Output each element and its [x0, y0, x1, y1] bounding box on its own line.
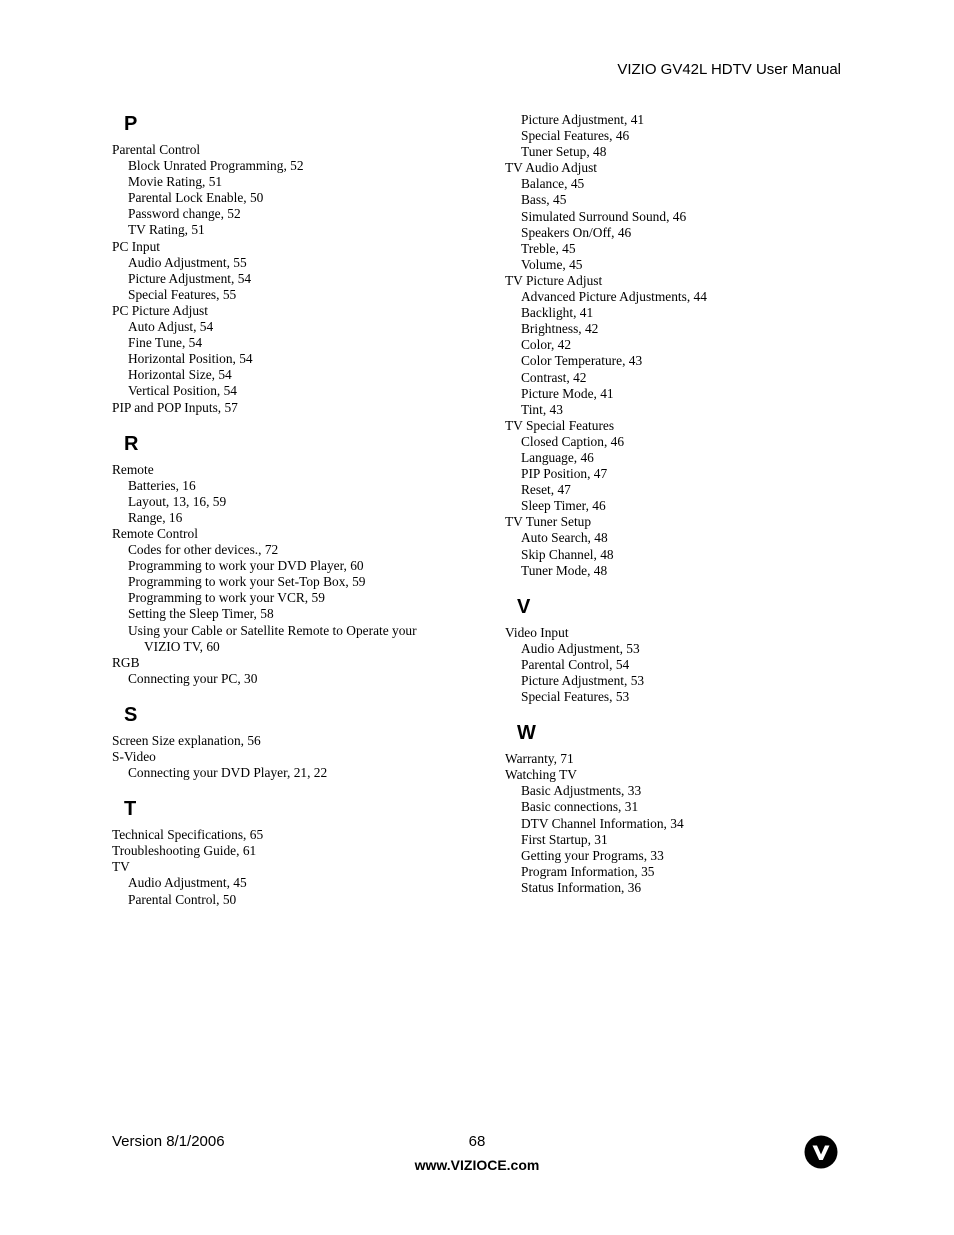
index-subentry: Balance, 45 — [521, 176, 585, 192]
index-subentry: Sleep Timer, 46 — [521, 498, 606, 514]
index-subentry: Basic connections, 31 — [521, 799, 639, 815]
index-subentry: Skip Channel, 48 — [521, 546, 614, 562]
index-subentry: Picture Adjustment, 54 — [128, 270, 252, 286]
index-subentry: Status Information, 36 — [521, 879, 642, 895]
index-subentry: Audio Adjustment, 55 — [128, 254, 247, 270]
index-subentry: Program Information, 35 — [521, 863, 655, 879]
index-subentry: PIP Position, 47 — [521, 466, 608, 482]
index-subentry: Volume, 45 — [521, 256, 583, 272]
index-subentry: Programming to work your VCR, 59 — [128, 590, 325, 606]
index-subentry: Audio Adjustment, 53 — [521, 640, 640, 656]
index-subentry: Special Features, 53 — [521, 689, 630, 705]
section-letter: S — [124, 703, 138, 726]
index-entry: TV Picture Adjust — [505, 272, 603, 288]
index-subentry: Color, 42 — [521, 337, 572, 353]
index-entry: TV Audio Adjust — [505, 160, 598, 176]
index-entry: Remote — [112, 461, 154, 477]
index-subentry: Parental Lock Enable, 50 — [128, 190, 264, 206]
index-subentry: Contrast, 42 — [521, 369, 587, 385]
section-letter: W — [517, 722, 536, 745]
index-subentry: Programming to work your Set-Top Box, 59 — [128, 574, 366, 590]
index-subentry: Password change, 52 — [128, 206, 241, 222]
index-subentry: Batteries, 16 — [128, 477, 196, 493]
index-subentry: Brightness, 42 — [521, 321, 599, 337]
index-entry: Troubleshooting Guide, 61 — [112, 843, 257, 859]
index-subentry: Connecting your PC, 30 — [128, 670, 258, 686]
index-subentry: Using your Cable or Satellite Remote to Operate your — [128, 622, 417, 638]
index-subentry: First Startup, 31 — [521, 831, 608, 847]
index-subentry: Programming to work your DVD Player, 60 — [128, 558, 364, 574]
index-entry: S-Video — [112, 749, 156, 764]
index-subentry: Block Unrated Programming, 52 — [128, 158, 304, 174]
index-subentry: Auto Adjust, 54 — [128, 319, 214, 335]
index-entry: Parental Control — [112, 142, 201, 157]
index-subentry: Treble, 45 — [521, 240, 576, 256]
index-subentry: Connecting your DVD Player, 21, 22 — [128, 765, 328, 781]
index-subentry: Backlight, 41 — [521, 305, 594, 321]
index-entry: PC Input — [112, 238, 160, 254]
index-subentry: VIZIO TV, 60 — [144, 638, 220, 654]
index-subentry: Horizontal Size, 54 — [128, 367, 232, 383]
index-entry: TV Special Features — [505, 417, 615, 433]
version-label: Version 8/1/2006 — [112, 1133, 225, 1150]
index-column-left — [112, 112, 492, 908]
index-subentry: Parental Control, 54 — [521, 656, 630, 672]
index-subentry: Picture Adjustment, 41 — [521, 112, 645, 127]
index-entry: Watching TV — [505, 767, 577, 783]
index-subentry: Codes for other devices., 72 — [128, 542, 279, 558]
index-subentry: Layout, 13, 16, 59 — [128, 493, 227, 509]
index-entry: PC Picture Adjust — [112, 302, 208, 318]
index-subentry: Tuner Mode, 48 — [521, 562, 608, 578]
index-entry: RGB — [112, 654, 140, 670]
index-entry: TV — [112, 859, 130, 875]
index-subentry: Tuner Setup, 48 — [521, 144, 607, 160]
index-subentry: Getting your Programs, 33 — [521, 847, 664, 863]
index-subentry: Horizontal Position, 54 — [128, 351, 253, 367]
website-url: www.VIZIOCE.com — [414, 1157, 540, 1173]
document-title: VIZIO GV42L HDTV User Manual — [617, 61, 841, 78]
index-subentry: Movie Rating, 51 — [128, 174, 223, 190]
index-subentry: Setting the Sleep Timer, 58 — [128, 606, 274, 622]
index-entry: Video Input — [505, 624, 569, 640]
index-subentry: Special Features, 55 — [128, 286, 237, 302]
index-subentry: Parental Control, 50 — [128, 891, 237, 907]
index-subentry: Special Features, 46 — [521, 128, 630, 144]
index-subentry: Picture Adjustment, 53 — [521, 673, 645, 688]
index-subentry: Auto Search, 48 — [521, 530, 608, 546]
vizio-logo-icon — [804, 1135, 838, 1169]
index-subentry: Closed Caption, 46 — [521, 433, 625, 449]
index-subentry: Speakers On/Off, 46 — [521, 224, 632, 240]
index-subentry: Basic Adjustments, 33 — [521, 783, 642, 799]
section-letter: P — [124, 113, 138, 135]
index-subentry: Color Temperature, 43 — [521, 353, 643, 369]
index-entry: Technical Specifications, 65 — [112, 827, 264, 843]
index-subentry: Advanced Picture Adjustments, 44 — [521, 289, 707, 305]
index-subentry: Bass, 45 — [521, 192, 567, 208]
index-subentry: Vertical Position, 54 — [128, 383, 237, 399]
index-subentry: Tint, 43 — [521, 401, 563, 417]
section-letter: T — [124, 798, 137, 821]
index-entry: Remote Control — [112, 525, 198, 541]
section-letter: V — [517, 595, 531, 618]
index-column-right — [505, 112, 885, 896]
index-subentry: DTV Channel Information, 34 — [521, 815, 684, 831]
index-entry: TV Tuner Setup — [505, 514, 592, 530]
index-subentry: Picture Mode, 41 — [521, 385, 614, 401]
section-letter: R — [124, 432, 139, 455]
index-subentry: Simulated Surround Sound, 46 — [521, 208, 687, 224]
index-subentry: Range, 16 — [128, 509, 183, 525]
index-subentry: Fine Tune, 54 — [128, 335, 203, 351]
index-subentry: Language, 46 — [521, 449, 594, 465]
index-entry: PIP and POP Inputs, 57 — [112, 399, 238, 415]
index-subentry: Reset, 47 — [521, 482, 571, 498]
index-subentry: TV Rating, 51 — [128, 222, 205, 238]
index-entry: Warranty, 71 — [505, 751, 574, 767]
index-subentry: Audio Adjustment, 45 — [128, 875, 247, 891]
page-number: 68 — [468, 1133, 486, 1150]
index-entry: Screen Size explanation, 56 — [112, 732, 261, 748]
